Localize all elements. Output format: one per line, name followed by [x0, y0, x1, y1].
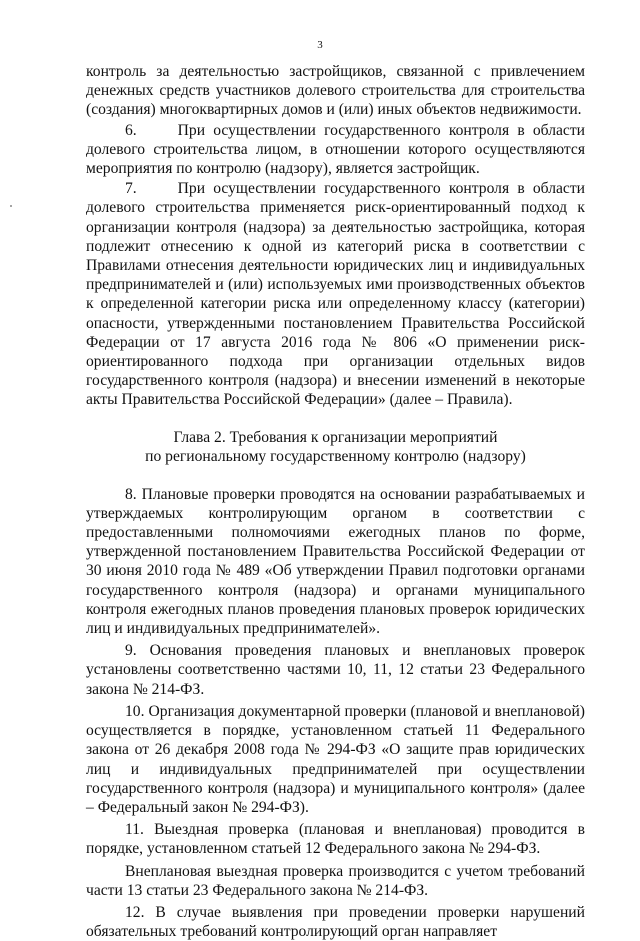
paragraph-6: 6. При осуществлении государственного контроля в области долевого строительства лицом, в отношении которого осуществляются мероприятия по контролю (надзору), является застройщик. [86, 121, 585, 178]
margin-speck [10, 205, 12, 207]
chapter-heading-line-1: Глава 2. Требования к организации мероприятий [173, 428, 498, 446]
paragraph-10: 10. Организация документарной проверки (плановой и внеплановой) осуществляется в порядке, установленном статьей 11 Федерального закона от 26 декабря 2008 года № 294-ФЗ «О защите прав юридических лиц и индивидуальных предпринимателей при осуществлении государственного контроля (надзора) и муниципального контроля» (далее – Федеральный закон № 294-ФЗ). [86, 702, 585, 816]
chapter-heading-line-2: по региональному государственному контролю (надзору) [145, 448, 526, 466]
paragraph-8: 8. Плановые проверки проводятся на основании разрабатываемых и утверждаемых контролирующим органом в соответствии с предоставленными полномочиями ежегодных планов по форме, утвержденной постановлением Правительства Российской Федерации от 30 июня 2010 года № 489 «Об утверждении Правил подготовки органами государственного контроля (надзора) и органами муниципального контроля ежегодных планов проведения плановых проверок юридических лиц и индивидуальных предпринимателей». [86, 485, 585, 638]
document-body [86, 62, 585, 941]
paragraph-11-extra: Внеплановая выездная проверка производится с учетом требований части 13 статьи 23 Федерального закона № 214-ФЗ. [86, 862, 585, 899]
paragraph-continuation: контроль за деятельностью застройщиков, связанной с привлечением денежных средств участников долевого строительства для строительства (создания) многоквартирных домов и (или) иных объектов недвижимости. [86, 63, 585, 119]
chapter-heading [86, 428, 585, 467]
paragraph-9: 9. Основания проведения плановых и внеплановых проверок установлены соответственно частями 10, 11, 12 статьи 23 Федерального закона № 214-ФЗ. [86, 642, 585, 698]
paragraph-12: 12. В случае выявления при проведении проверки нарушений обязательных требований контролирующий орган направляет [86, 903, 585, 941]
paragraph-7: 7. При осуществлении государственного контроля в области долевого строительства применяется риск-ориентированный подход к организации контроля (надзора) за деятельностью застройщика, которая подлежит отнесению к одной из категорий риска в соответствии с Правилами отнесения деятельности юридических лиц и индивидуальных предпринимателей и (или) используемых ими производственных объектов к определенной категории риска или определенному классу (категории) опасности, утвержденными постановлением Правительства Российской Федерации от 17 августа 2016 года № 806 «О применении риск-ориентированного подхода при организации отдельных видов государственного контроля (надзора) и внесении изменений в некоторые акты Правительства Российской Федерации» (далее – Правила). [86, 180, 585, 409]
paragraph-11: 11. Выездная проверка (плановая и внеплановая) проводится в порядке, установленном статьей 12 Федерального закона № 294-ФЗ. [86, 821, 585, 858]
page-number: 3 [317, 39, 323, 51]
